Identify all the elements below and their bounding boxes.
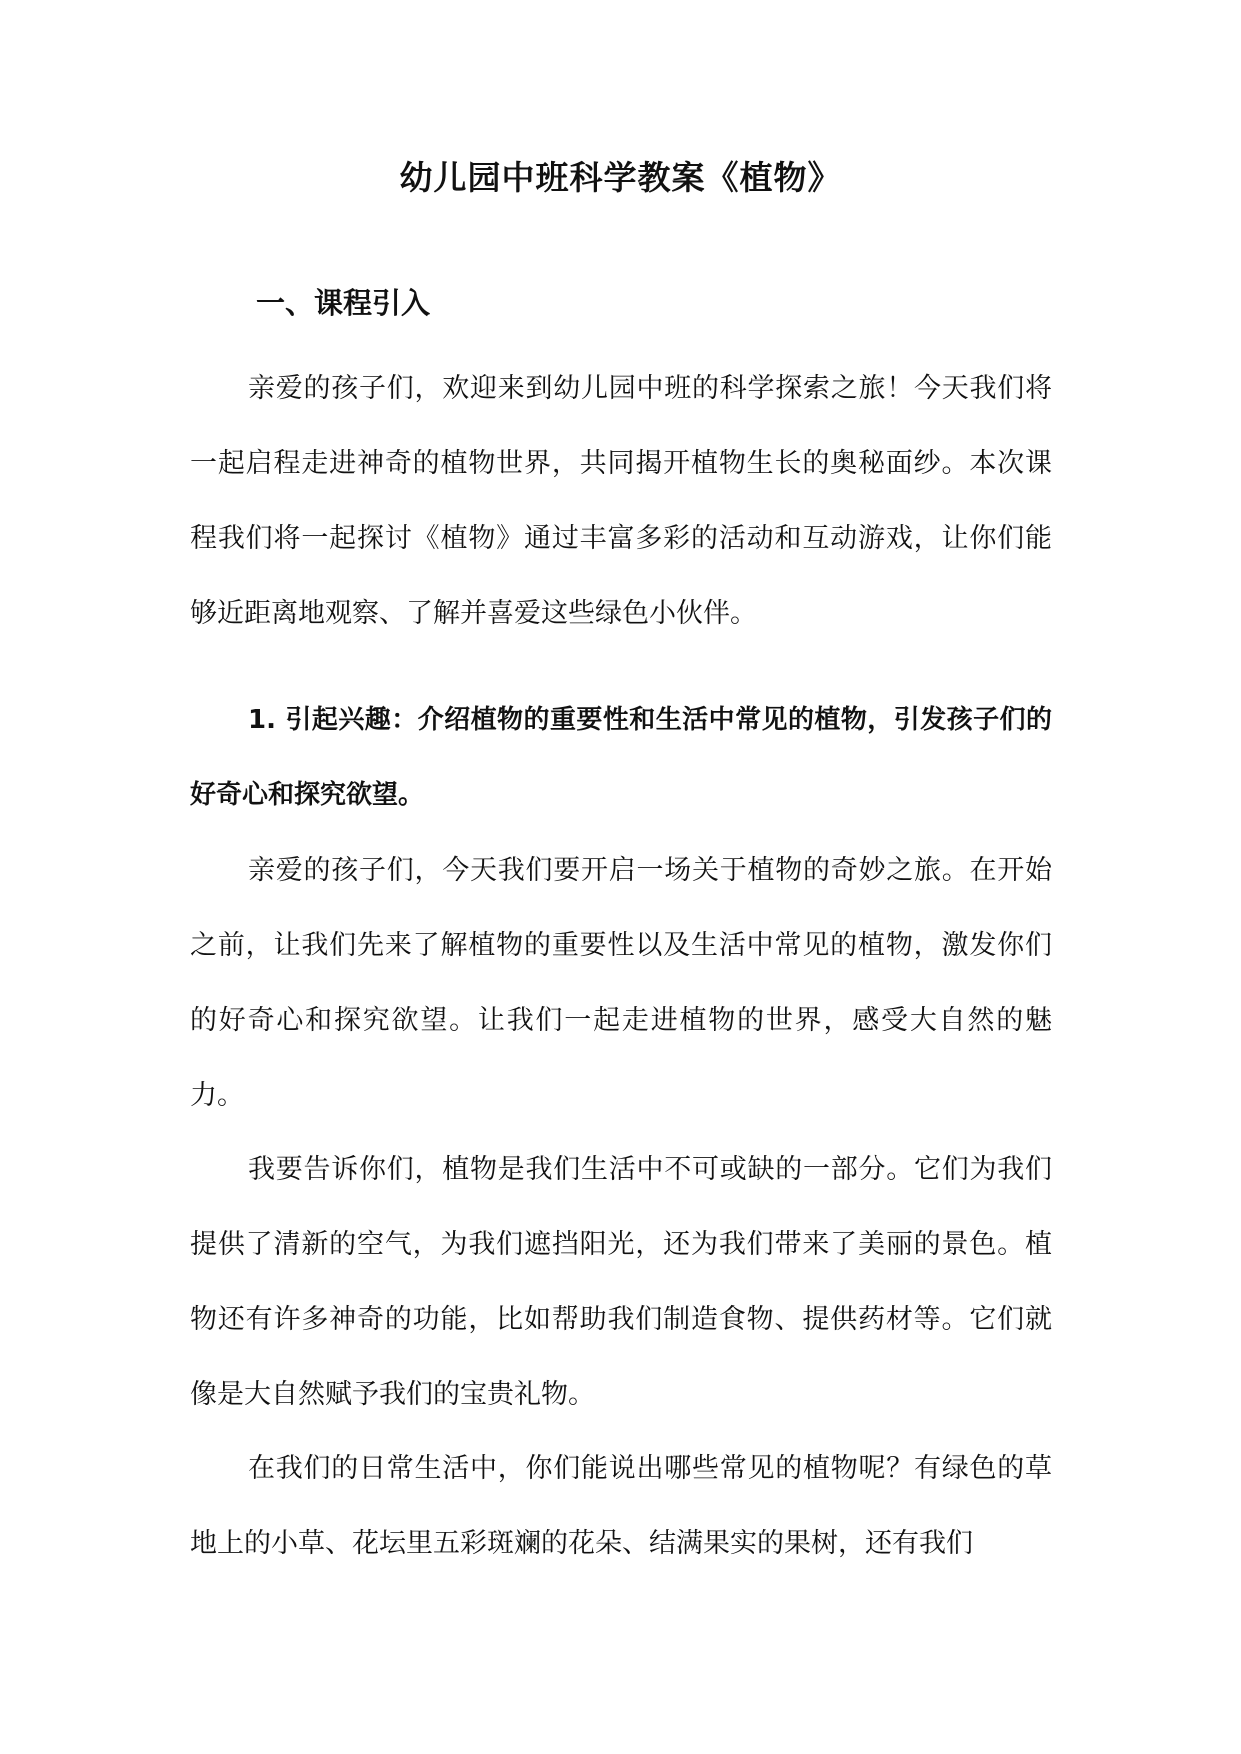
subheading-item-1: 1. 引起兴趣：介绍植物的重要性和生活中常见的植物，引发孩子们的好奇心和探究欲望。 xyxy=(190,705,1052,810)
document-title: 幼儿园中班科学教案《植物》 xyxy=(399,158,842,197)
section-heading: 一、课程引入 xyxy=(256,286,431,320)
paragraph-2: 亲爱的孩子们，今天我们要开启一场关于植物的奇妙之旅。在开始之前，让我们先来了解植物的重要性以及生活中常见的植物，激发你们的好奇心和探究欲望。让我们一起走进植物的世界，感受大自然的魅力。 xyxy=(190,855,1052,1111)
paragraph-3: 我要告诉你们，植物是我们生活中不可或缺的一部分。它们为我们提供了清新的空气，为我们遮挡阳光，还为我们带来了美丽的景色。植物还有许多神奇的功能，比如帮助我们制造食物、提供药材等。它们就像是大自然赋予我们的宝贵礼物。 xyxy=(190,1154,1052,1410)
paragraph-4: 在我们的日常生活中，你们能说出哪些常见的植物呢？有绿色的草地上的小草、花坛里五彩斑斓的花朵、结满果实的果树，还有我们 xyxy=(190,1453,1052,1559)
paragraph-intro: 亲爱的孩子们，欢迎来到幼儿园中班的科学探索之旅！今天我们将一起启程走进神奇的植物世界，共同揭开植物生长的奥秘面纱。本次课程我们将一起探讨《植物》通过丰富多彩的活动和互动游戏，让你们能够近距离地观察、了解并喜爱这些绿色小伙伴。 xyxy=(190,373,1052,629)
